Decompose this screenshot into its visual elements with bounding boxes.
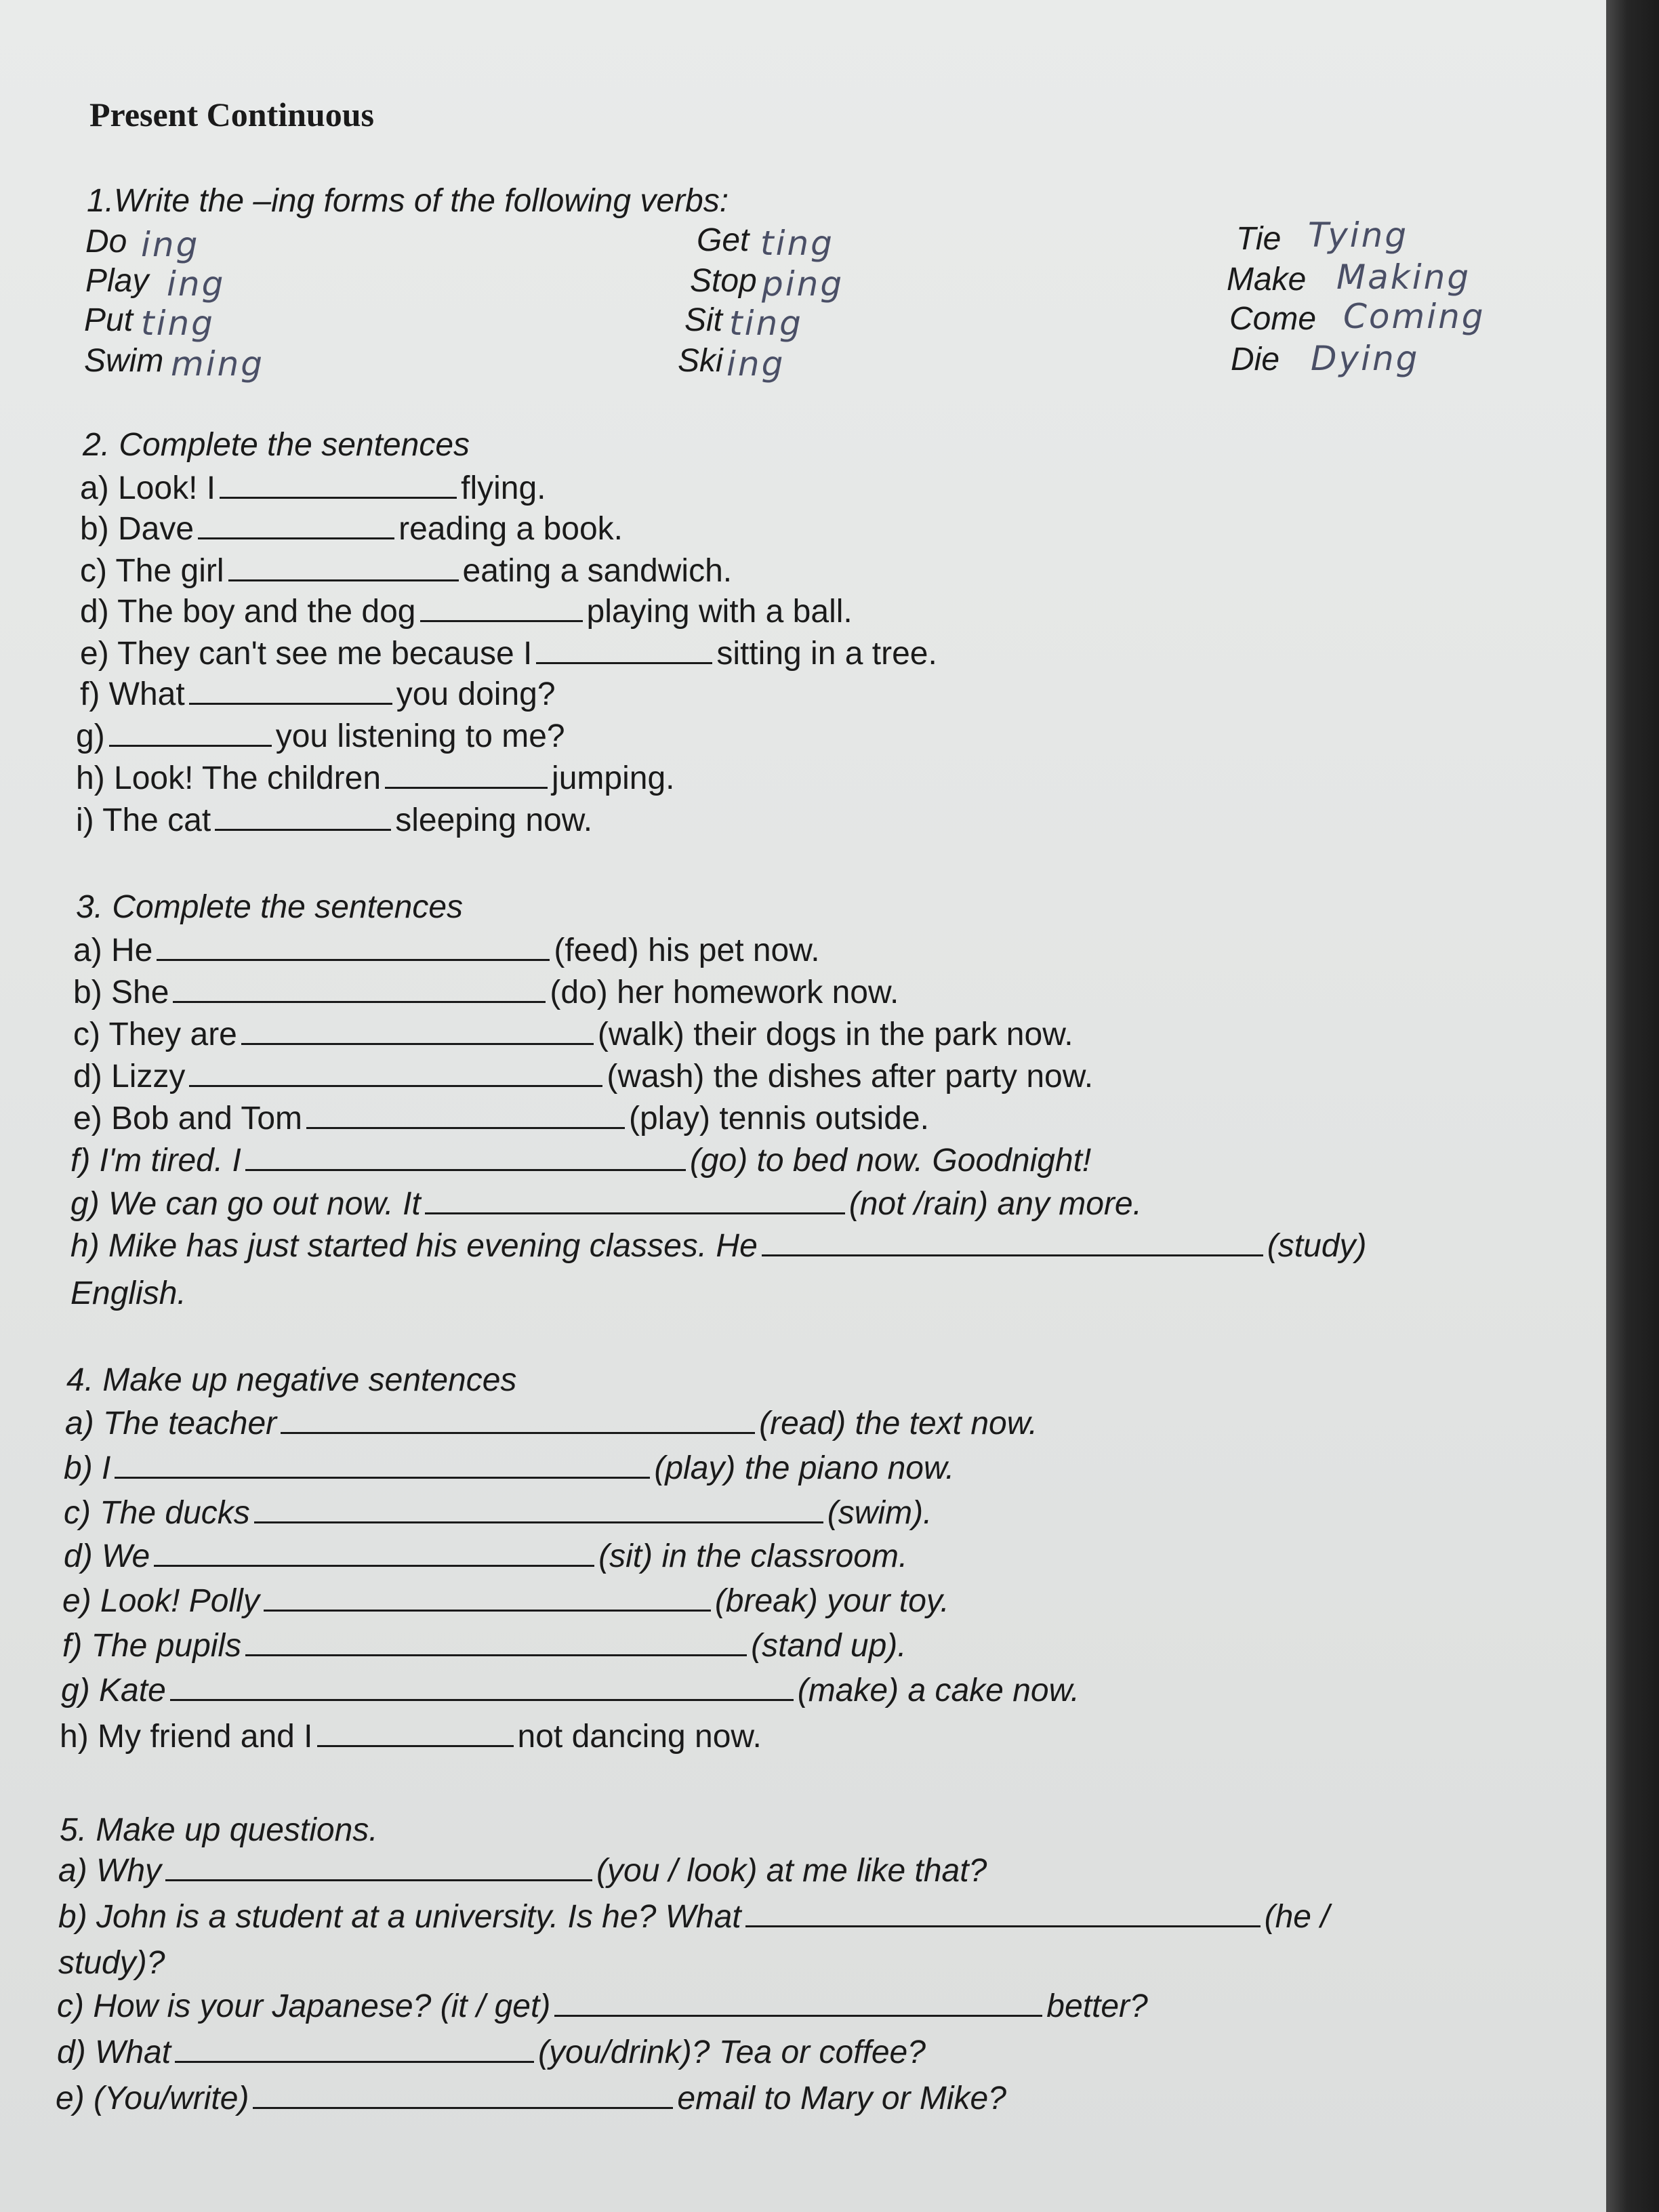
ex2-heading: 2. Complete the sentences <box>83 427 470 463</box>
ex3-item: g) We can go out now. It (not /rain) any more. <box>70 1186 1142 1222</box>
answer-blank[interactable] <box>198 510 394 539</box>
answer-blank[interactable] <box>554 1988 1042 2017</box>
answer-blank[interactable] <box>536 635 712 664</box>
ex5-item: c) How is your Japanese? (it / get) better? <box>57 1988 1148 2024</box>
answer-blank[interactable] <box>425 1185 845 1214</box>
ex2-item: g) you listening to me? <box>76 718 565 754</box>
ex1-answer: ing <box>726 344 785 384</box>
ex1-verb: Tie <box>1236 221 1282 257</box>
answer-blank[interactable] <box>317 1718 514 1747</box>
answer-blank[interactable] <box>306 1100 625 1129</box>
answer-blank[interactable] <box>245 1627 747 1656</box>
answer-blank[interactable] <box>109 718 272 747</box>
ex1-answer: Dying <box>1311 339 1420 378</box>
answer-blank[interactable] <box>115 1450 650 1479</box>
ex4-item: d) We (sit) in the classroom. <box>64 1538 908 1574</box>
ex4-item: g) Kate (make) a cake now. <box>61 1673 1080 1708</box>
ex1-verb: Stop <box>690 263 757 299</box>
ex4-item: b) I (play) the piano now. <box>64 1450 955 1486</box>
answer-blank[interactable] <box>157 932 550 961</box>
ex1-verb: Make <box>1227 262 1307 298</box>
ex1-answer: ing <box>141 225 200 264</box>
ex1-answer: Tying <box>1308 216 1409 255</box>
ex2-item: f) What you doing? <box>80 676 556 712</box>
answer-blank[interactable] <box>762 1227 1263 1256</box>
ex2-item: i) The cat sleeping now. <box>76 802 593 838</box>
answer-blank[interactable] <box>170 1672 794 1701</box>
answer-blank[interactable] <box>281 1405 755 1434</box>
answer-blank[interactable] <box>154 1538 594 1567</box>
ex1-verb: Get <box>697 222 750 258</box>
ex2-item: h) Look! The children jumping. <box>76 760 675 796</box>
ex3-item: c) They are (walk) their dogs in the park now. <box>73 1017 1073 1052</box>
ex5-continuation: study)? <box>58 1945 165 1981</box>
ex4-item: f) The pupils (stand up). <box>62 1628 907 1664</box>
ex1-answer: ping <box>762 264 844 304</box>
ex1-verb: Come <box>1229 301 1317 337</box>
ex4-heading: 4. Make up negative sentences <box>66 1362 517 1398</box>
answer-blank[interactable] <box>245 1142 686 1171</box>
ex2-item: a) Look! I flying. <box>80 470 546 506</box>
ex5-heading: 5. Make up questions. <box>60 1812 378 1848</box>
answer-blank[interactable] <box>745 1898 1261 1927</box>
ex2-item: d) The boy and the dog playing with a ball. <box>80 594 853 630</box>
ex3-item: b) She (do) her homework now. <box>73 975 899 1010</box>
answer-blank[interactable] <box>215 802 391 831</box>
ex3-item: a) He (feed) his pet now. <box>73 933 820 968</box>
answer-blank[interactable] <box>175 2034 534 2063</box>
desk-background <box>1606 0 1659 2212</box>
answer-blank[interactable] <box>253 2080 673 2109</box>
ex4-item: a) The teacher (read) the text now. <box>65 1406 1038 1441</box>
ex1-answer: ting <box>760 224 834 263</box>
ex1-answer: ing <box>167 264 226 304</box>
ex5-item: b) John is a student at a university. Is he? What (he / <box>58 1899 1330 1935</box>
ex1-answer: Coming <box>1343 297 1486 336</box>
answer-blank[interactable] <box>241 1016 594 1045</box>
answer-blank[interactable] <box>189 1058 602 1087</box>
ex4-item: c) The ducks (swim). <box>64 1495 933 1531</box>
ex5-item: e) (You/write) email to Mary or Mike? <box>56 2081 1006 2116</box>
ex1-verb: Sit <box>684 302 723 338</box>
ex1-verb: Put <box>84 302 134 338</box>
answer-blank[interactable] <box>220 470 457 499</box>
ex3-heading: 3. Complete the sentences <box>76 889 464 925</box>
ex2-item: c) The girl eating a sandwich. <box>80 553 733 589</box>
answer-blank[interactable] <box>165 1852 592 1881</box>
ex3-item: e) Bob and Tom (play) tennis outside. <box>73 1101 929 1136</box>
ex1-verb: Ski <box>678 343 723 379</box>
ex1-answer: ting <box>729 304 803 343</box>
answer-blank[interactable] <box>228 552 459 581</box>
worksheet-title: Present Continuous <box>89 96 374 134</box>
ex1-heading: 1.Write the –ing forms of the following verbs: <box>87 183 729 219</box>
ex2-item: e) They can't see me because I sitting in a tree. <box>80 636 937 672</box>
ex5-item: a) Why (you / look) at me like that? <box>58 1853 987 1889</box>
ex3-item: d) Lizzy (wash) the dishes after party now. <box>73 1059 1094 1094</box>
ex4-item: h) My friend and I not dancing now. <box>60 1719 762 1755</box>
answer-blank[interactable] <box>385 760 548 789</box>
ex1-verb: Die <box>1231 342 1280 377</box>
answer-blank[interactable] <box>173 974 546 1003</box>
answer-blank[interactable] <box>420 593 583 622</box>
ex1-answer: ting <box>141 304 215 343</box>
ex1-verb: Do <box>85 224 127 260</box>
answer-blank[interactable] <box>264 1582 711 1612</box>
answer-blank[interactable] <box>254 1494 823 1523</box>
ex5-item: d) What (you/drink)? Tea or coffee? <box>57 2034 926 2070</box>
ex1-answer: Making <box>1336 258 1471 297</box>
ex1-answer: ming <box>171 344 265 384</box>
ex4-item: e) Look! Polly (break) your toy. <box>62 1583 949 1619</box>
ex1-verb: Play <box>85 263 149 299</box>
ex1-verb: Swim <box>84 343 164 379</box>
ex3-item: f) I'm tired. I (go) to bed now. Goodnight! <box>70 1143 1092 1179</box>
ex2-item: b) Dave reading a book. <box>80 511 623 547</box>
ex3-continuation: English. <box>70 1275 186 1311</box>
ex3-item: h) Mike has just started his evening classes. He (study) <box>70 1228 1367 1264</box>
answer-blank[interactable] <box>189 676 392 705</box>
